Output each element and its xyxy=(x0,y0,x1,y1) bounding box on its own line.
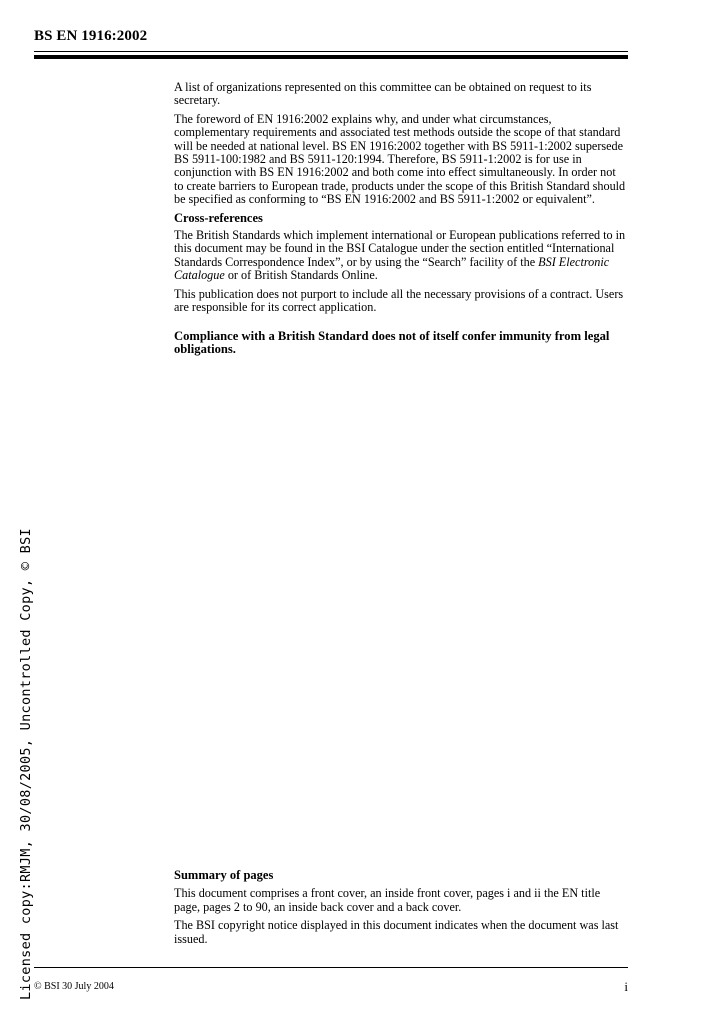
footer-copyright: © BSI 30 July 2004 xyxy=(34,981,114,992)
summary-of-pages xyxy=(174,869,626,951)
compliance-notice: Compliance with a British Standard does not of itself confer immunity from legal obligations. xyxy=(174,328,610,356)
summary-pages-paragraph: This document comprises a front cover, an inside front cover, pages i and ii the EN title page, pages 2 to 90, an inside back cover and a back cover. xyxy=(174,886,601,914)
crossref-text-a: The British Standards which implement international or European publications referred to in this document may be found in the BSI Catalogue under the section entitled “International Standards Correspondence Index”, or by using the “Search” facility of the xyxy=(174,228,626,269)
license-watermark: Licensed copy:RMJM, 30/08/2005, Uncontrolled Copy, © BSI xyxy=(18,528,34,1000)
summary-heading: Summary of pages xyxy=(174,868,274,882)
purport-paragraph: This publication does not purport to include all the necessary provisions of a contract. Users are responsible for its correct application. xyxy=(174,286,624,315)
cross-references-paragraph xyxy=(174,229,626,283)
footer-rule xyxy=(34,967,628,968)
cross-references-heading: Cross-references xyxy=(174,210,263,225)
crossref-text-b: or of British Standards Online. xyxy=(224,268,378,283)
header-rule-thin xyxy=(34,51,628,52)
header-rule-thick xyxy=(34,55,628,59)
crossref-catalogue-title: BSI Electronic Catalogue xyxy=(174,254,610,283)
summary-copyright-paragraph: The BSI copyright notice displayed in this document indicates when the document was last issued. xyxy=(174,918,619,946)
committee-paragraph: A list of organizations represented on this committee can be obtained on request to its secretary. xyxy=(174,80,592,108)
foreword-paragraph: The foreword of EN 1916:2002 explains why, and under what circumstances, complementary requirements and associated test methods outside the scope of that standard will be needed at national level. BS EN 1916:2002 together with BS 5911-1:2002 supersede BS 5911-100:1982 and BS 5911-120:1994. Therefore, BS 5911-1:2002 is for use in conjunction with BS EN 1916:2002 and both come into effect simultaneously. In order not to create barriers to European trade, products under the scope of this British Standard should be specified as conforming to “BS EN 1916:2002 and BS 5911-1:2002 or equivalent”. xyxy=(174,111,626,207)
document-id-header: BS EN 1916:2002 xyxy=(34,28,148,44)
page-number: i xyxy=(624,979,628,994)
main-content xyxy=(174,81,626,361)
